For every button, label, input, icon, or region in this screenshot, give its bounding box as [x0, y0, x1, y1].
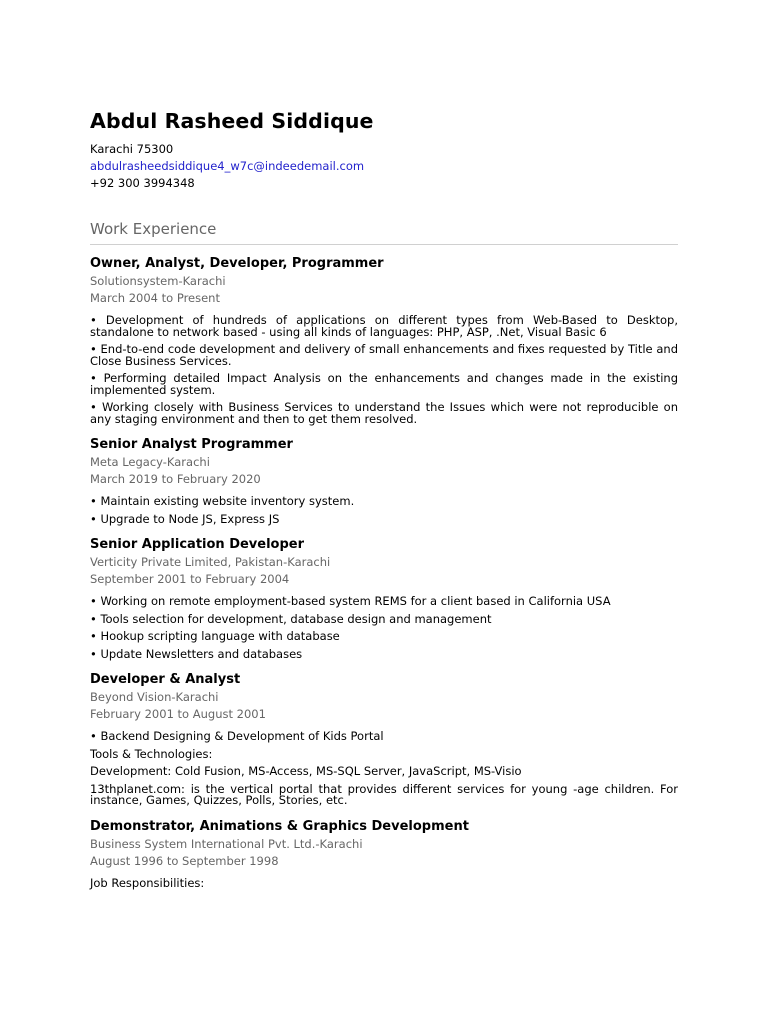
job-company: Beyond Vision [90, 690, 172, 704]
job-entry [90, 671, 678, 807]
job-bullets [90, 315, 678, 425]
job-bullet: Tools & Technologies: [90, 746, 213, 761]
job-dates: August 1996 to September 1998 [90, 853, 279, 868]
job-bullet: • Development of hundreds of applications on different types from Web-Based to Desktop, standalone to network based - using all kinds of languages: PHP, ASP, .Net, Visual Basic 6 [90, 313, 678, 339]
job-bullet: • Hookup scripting language with database [90, 629, 340, 643]
job-company-line: Solutionsystem-Karachi [90, 274, 226, 288]
job-bullet: • Upgrade to Node JS, Express JS [90, 511, 280, 526]
job-bullet: • Working on remote employment-based system REMS for a client based in California USA [90, 594, 611, 608]
job-location: Karachi [287, 555, 331, 569]
job-bullet: • Backend Designing & Development of Kids Portal [90, 729, 384, 743]
job-bullets [90, 731, 678, 807]
job-company-line: Meta Legacy-Karachi [90, 455, 210, 469]
job-title: Senior Application Developer [90, 537, 305, 552]
job-bullet: 13thplanet.com: is the vertical portal that provides different services for young -age children. For instance, Games, Quizzes, Polls, Stories, etc. [90, 781, 678, 807]
job-bullet: • Maintain existing website inventory system. [90, 494, 355, 508]
job-dates: March 2019 to February 2020 [90, 472, 261, 486]
job-dates: February 2001 to August 2001 [90, 707, 266, 721]
job-bullet: • Update Newsletters and databases [90, 646, 303, 661]
job-company: Solutionsystem [90, 274, 179, 288]
job-company: Verticity Private Limited, Pakistan [90, 555, 284, 569]
email-link[interactable]: abdulrasheedsiddique4_w7c@indeedemail.com [90, 159, 365, 173]
job-title: Senior Analyst Programmer [90, 437, 293, 452]
job-bullet: • Working closely with Business Services to understand the Issues which were not reproducible on any staging environment and then to get them resolved. [90, 400, 678, 426]
job-bullet: • Tools selection for development, database design and management [90, 611, 492, 626]
job-location: Karachi [182, 274, 226, 288]
location-text: Karachi 75300 [90, 142, 174, 156]
section-title-work-experience: Work Experience [90, 220, 217, 238]
section-divider [90, 244, 678, 245]
job-location: Karachi [175, 690, 219, 704]
contact-block [90, 141, 678, 192]
job-company: Meta Legacy [90, 455, 163, 469]
job-bullet: Job Responsibilities: [90, 875, 205, 890]
job-location: Karachi [319, 836, 363, 851]
job-entry [90, 536, 678, 660]
job-bullet: • Performing detailed Impact Analysis on the enhancements and changes made in the existing implemented system. [90, 371, 678, 397]
job-entry [90, 436, 678, 525]
job-entry [90, 255, 678, 425]
job-bullet: • End-to-end code development and delivery of small enhancements and fixes requested by Title and Close Business Services. [90, 342, 678, 368]
job-title: Developer & Analyst [90, 672, 241, 687]
job-bullets [90, 875, 678, 890]
phone-text: +92 300 3994348 [90, 176, 195, 190]
job-company-line: Business System International Pvt. Ltd.-Karachi [90, 836, 363, 851]
job-bullet: Development: Cold Fusion, MS-Access, MS-SQL Server, JavaScript, MS-Visio [90, 764, 522, 778]
candidate-name: Abdul Rasheed Siddique [90, 109, 374, 133]
job-bullets [90, 596, 678, 660]
job-title: Demonstrator, Animations & Graphics Development [90, 818, 469, 834]
job-bullets [90, 496, 678, 525]
job-dates: September 2001 to February 2004 [90, 572, 290, 586]
job-company: Business System International Pvt. Ltd. [90, 836, 316, 851]
job-company-line: Beyond Vision-Karachi [90, 690, 219, 704]
job-dates: March 2004 to Present [90, 291, 220, 305]
job-company-line: Verticity Private Limited, Pakistan-Karachi [90, 555, 331, 569]
job-title: Owner, Analyst, Developer, Programmer [90, 256, 384, 271]
job-location: Karachi [166, 455, 210, 469]
job-entry [90, 818, 678, 890]
